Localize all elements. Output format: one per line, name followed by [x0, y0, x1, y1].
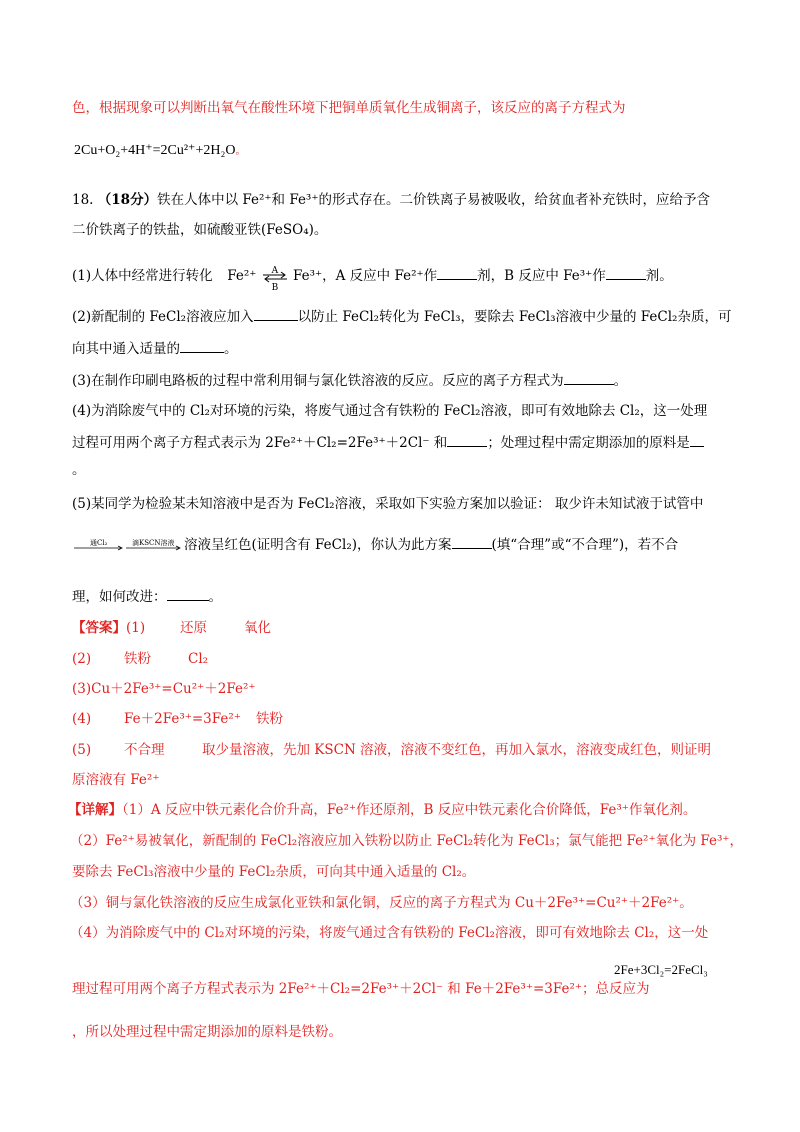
- q18-part2-line2: [72, 338, 238, 359]
- q18-part5-line2: [72, 534, 678, 556]
- blank-5a[interactable]: [452, 534, 492, 549]
- blank-4b[interactable]: [690, 432, 704, 447]
- blank-1a[interactable]: [437, 265, 477, 280]
- detail-line4: （3）铜与氯化铁溶液的反应生成氯化亚铁和氯化铜，反应的离子方程式为 Cu＋2Fe³⁺=Cu²⁺＋2Fe²⁺。: [70, 895, 693, 911]
- intro-period: 。: [235, 146, 246, 157]
- p5-text-e: 。: [208, 589, 222, 605]
- reversible-arrow-icon: [261, 265, 289, 293]
- q18-part4-line1: (4)为消除废气中的 Cl₂对环境的污染，将废气通过含有铁粉的 FeCl₂溶液，即可有效地除去 Cl₂，这一处理: [72, 403, 708, 419]
- intro-text: 色，根据现象可以判断出氧气在酸性环境下把铜单质氧化生成铜离子，该反应的离子方程式为: [72, 100, 626, 116]
- p1-fe3: Fe³⁺，A 反应中 Fe²⁺作: [292, 268, 438, 284]
- answer-4-val1: Fe＋2Fe³⁺=3Fe²⁺: [124, 711, 241, 727]
- q18-part5-line1: (5)某同学为检验某未知溶液中是否为 FeCl₂溶液，采取如下实验方案加以验证： 取少许未知试液于试管中: [72, 496, 704, 512]
- p5-text-c: (填“合理”或“不合理”)，若不合: [491, 537, 679, 553]
- answer-line5: [72, 740, 712, 760]
- detail-line2: （2）Fe²⁺易被氧化，新配制的 FeCl₂溶液应加入铁粉以防止 FeCl₂转化为 FeCl₃；氯气能把 Fe²⁺氧化为 Fe³⁺，: [70, 833, 744, 849]
- reaction-arrow-icon: [72, 536, 182, 556]
- p5-text-b: 溶液呈红色(证明含有 FeCl₂)，你认为此方案: [184, 537, 452, 553]
- q18-part2-line1: [72, 306, 731, 327]
- p1-fe2: Fe²⁺: [227, 268, 257, 284]
- detail-line3: 要除去 FeCl₃溶液中少量的 FeCl₂杂质，可向其中通入适量的 Cl₂。: [72, 864, 476, 880]
- answer-line2: [72, 649, 209, 669]
- p3-text-a: (3)在制作印刷电路板的过程中常利用铜与氯化铁溶液的反应。反应的离子方程式为: [72, 373, 564, 389]
- p4-text-b: 过程可用两个离子方程式表示为 2Fe²⁺＋Cl₂=2Fe³⁺＋2Cl⁻ 和: [72, 435, 448, 451]
- q18-score: （18分）: [97, 192, 158, 208]
- answer-2-num: (2): [72, 651, 92, 667]
- q18-stem-1: 铁在人体中以 Fe²⁺和 Fe³⁺的形式存在。二价铁离子易被吸收，给贫血者补充铁时，应给予含: [157, 192, 710, 208]
- p5-text-d: 理，如何改进：: [72, 589, 167, 605]
- answer-line3: (3)Cu＋2Fe³⁺=Cu²⁺＋2Fe²⁺: [72, 681, 256, 697]
- p1-text-b: 剂，B 反应中 Fe³⁺作: [477, 268, 606, 284]
- p2-text-b: 以防止 FeCl₂转化为 FeCl₃，要除去 FeCl₃溶液中少量的 FeCl₂杂质，可: [297, 309, 732, 325]
- p1-text-c: 剂。: [645, 268, 673, 284]
- answer-5-val1: 不合理: [124, 742, 165, 758]
- answer-2-val1: 铁粉: [124, 651, 151, 667]
- blank-2a[interactable]: [254, 306, 298, 321]
- p1-text-a: (1)人体中经常进行转化: [72, 268, 213, 284]
- q18-part4-line2: [72, 432, 704, 453]
- detail-line5: （4）为消除废气中的 Cl₂对环境的污染，将废气通过含有铁粉的 FeCl₂溶液，即可有效地除去 Cl₂，这一处: [70, 925, 709, 941]
- q18-part3: [72, 370, 627, 391]
- q18-part1: [72, 265, 673, 293]
- answer-4-val2: 铁粉: [256, 711, 283, 727]
- detail-line7: ，所以处理过程中需定期添加的原料是铁粉。: [72, 1024, 342, 1040]
- q18-part4-line3: 。: [72, 462, 86, 478]
- p4-text-c: ；处理过程中需定期添加的原料是: [487, 435, 690, 451]
- blank-3[interactable]: [564, 370, 614, 385]
- answer-1-num: (1): [126, 620, 146, 636]
- detail-label: 【详解】: [68, 802, 122, 818]
- blank-1b[interactable]: [606, 265, 646, 280]
- intro-equation-text: 2Cu+O₂+4H⁺=2Cu²⁺+2H₂O: [74, 143, 236, 158]
- arrow-label-b: B: [271, 282, 279, 293]
- answer-5-val2: 取少量溶液，先加 KSCN 溶液，溶液不变红色，再加入氯水，溶液变成红色，则证明: [202, 742, 712, 758]
- answer-label: 【答案】: [72, 620, 126, 636]
- detail-line6: 理过程可用两个离子方程式表示为 2Fe²⁺＋Cl₂=2Fe³⁺＋2Cl⁻ 和 Fe＋2Fe³⁺=3Fe²⁺；总反应为: [72, 981, 650, 997]
- blank-4a[interactable]: [447, 432, 487, 447]
- arrow-label-a: A: [271, 265, 279, 276]
- total-reaction-equation: 2Fe+3Cl₂=2FeCl₃: [614, 962, 708, 977]
- p2-text-d: 。: [224, 341, 238, 357]
- answer-line6: 原溶液有 Fe²⁺: [72, 772, 160, 788]
- intro-equation: [74, 141, 245, 162]
- p2-text-c: 向其中通入适量的: [72, 341, 180, 357]
- q18-line1: [72, 190, 710, 210]
- arrow-label-cl2: 通Cl₂: [90, 538, 108, 547]
- p3-text-b: 。: [613, 373, 628, 389]
- answer-line4: [72, 709, 283, 729]
- answer-4-num: (4): [72, 711, 92, 727]
- detail-1: （1）A 反应中铁元素化合价升高，Fe²⁺作还原剂，B 反应中铁元素化合价降低，Fe³⁺作氧化剂。: [122, 802, 697, 818]
- detail-line1: [68, 800, 696, 820]
- q18-number: 18.: [72, 192, 94, 208]
- arrow-label-kscn: 滴KSCN溶液: [132, 538, 175, 547]
- answer-2-val2: Cl₂: [188, 651, 209, 667]
- answer-5-num: (5): [72, 742, 92, 758]
- blank-2b[interactable]: [180, 338, 224, 353]
- answer-1-val2: 氧化: [244, 620, 271, 636]
- blank-5b[interactable]: [167, 586, 209, 601]
- answer-1-val1: 还原: [180, 620, 207, 636]
- q18-line2: 二价铁离子的铁盐，如硫酸亚铁(FeSO₄)。: [72, 222, 328, 238]
- answer-line1: [72, 618, 271, 638]
- p2-text-a: (2)新配制的 FeCl₂溶液应加入: [72, 309, 254, 325]
- q18-part5-line3: [72, 586, 222, 607]
